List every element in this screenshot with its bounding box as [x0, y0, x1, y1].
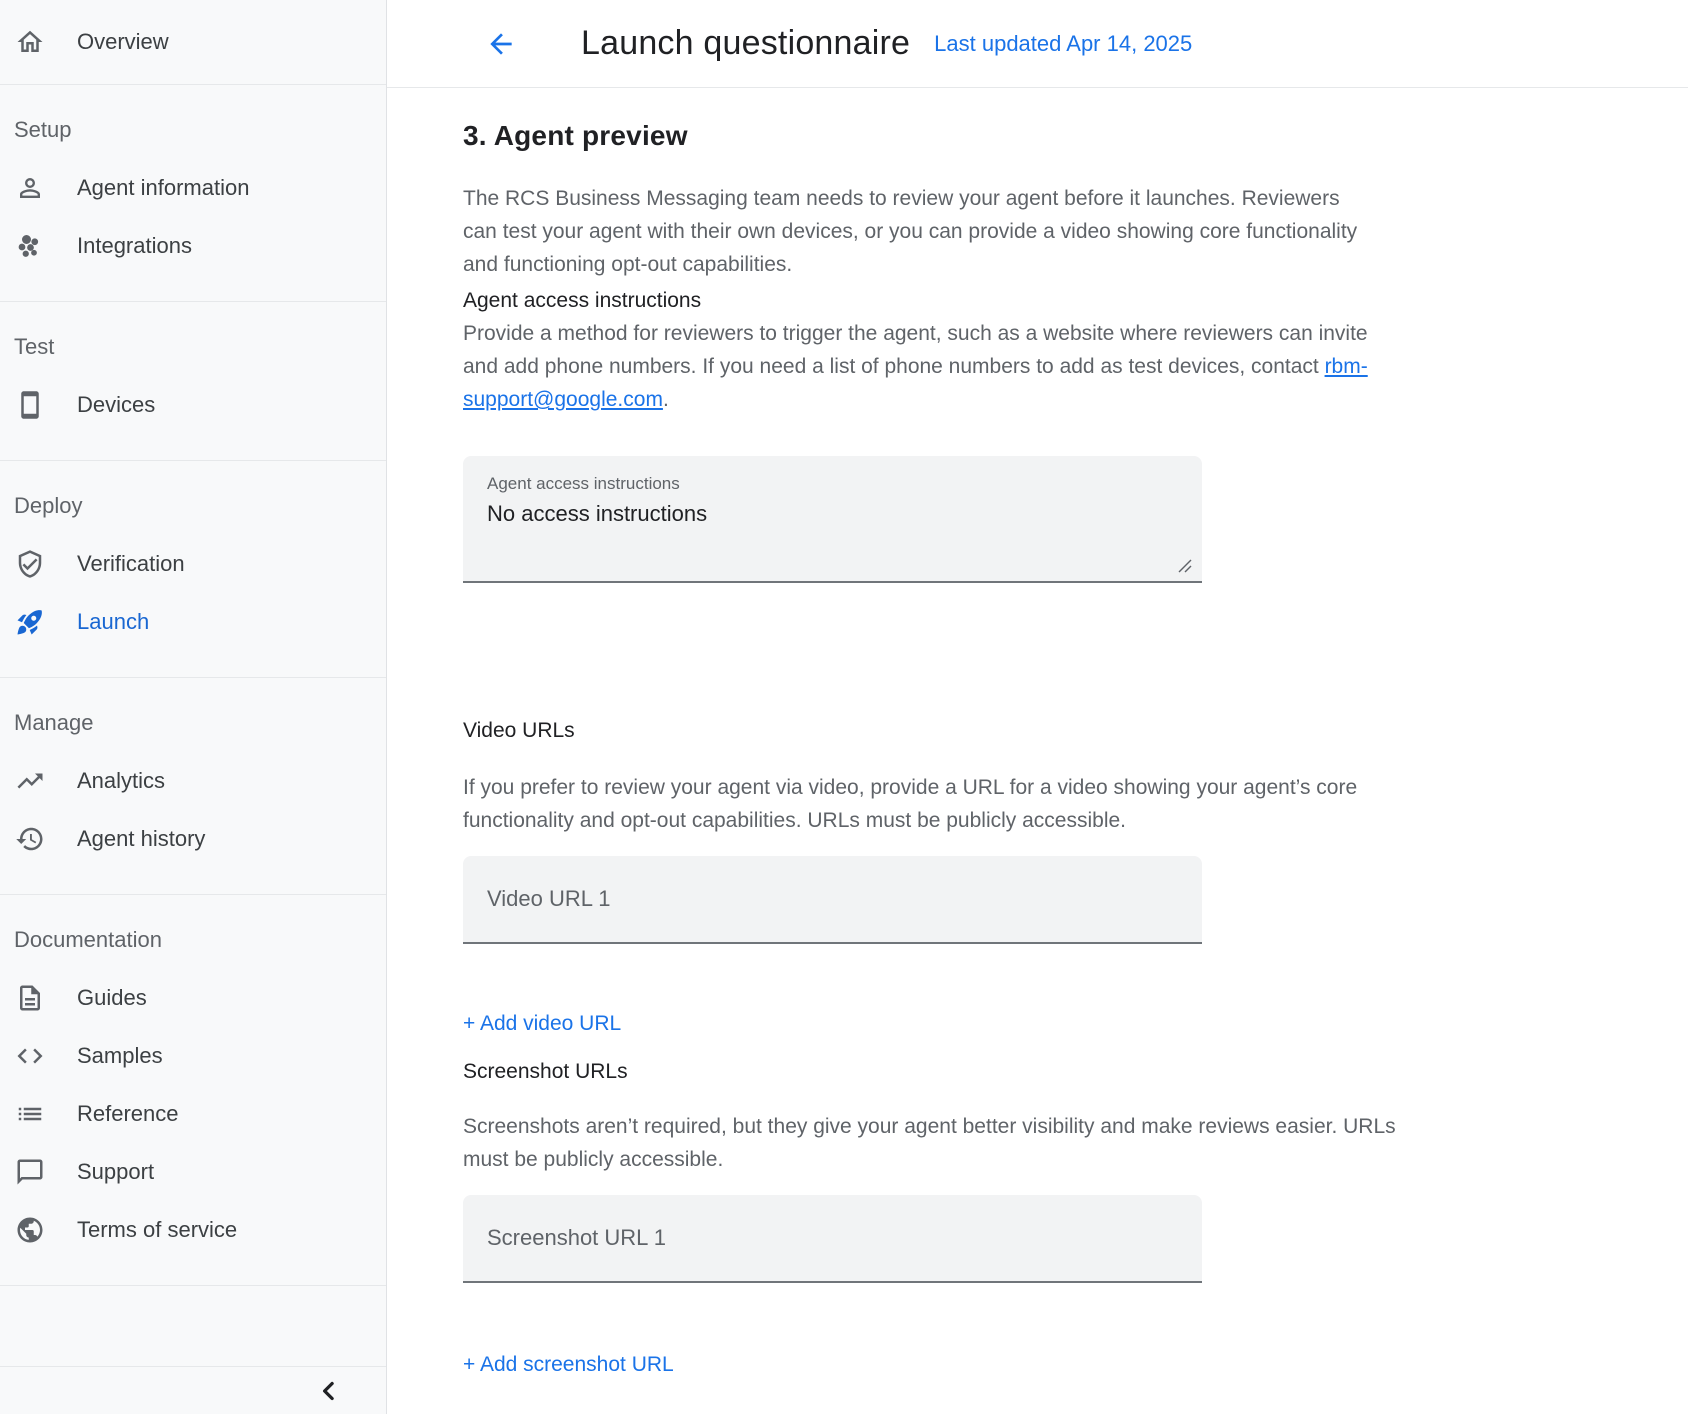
sidebar-item-overview[interactable] [0, 0, 386, 85]
sidebar-item-agent-history[interactable] [0, 810, 386, 868]
video-urls-heading: Video URLs [463, 719, 575, 742]
document-icon [15, 983, 45, 1013]
sidebar-item-label: Launch [77, 609, 150, 634]
agent-access-instructions-field[interactable] [463, 456, 1202, 583]
field-value: No access instructions [487, 501, 708, 526]
sidebar-section-test [0, 301, 386, 460]
sidebar-item-terms-of-service[interactable] [0, 1201, 386, 1259]
back-arrow-icon[interactable] [485, 28, 517, 60]
video-url-input[interactable] [463, 856, 1202, 944]
sidebar-item-agent-information[interactable] [0, 159, 386, 217]
smartphone-icon [15, 390, 45, 420]
sidebar-spacer [0, 1285, 386, 1366]
sidebar-section-documentation [0, 894, 386, 1285]
sidebar-item-label: Overview [77, 29, 169, 54]
sidebar-item-label: Agent history [77, 826, 206, 851]
sidebar-item-verification[interactable] [0, 535, 386, 593]
rocket-icon [15, 607, 45, 637]
support-email-link[interactable]: rbm-support@google.com [463, 355, 1368, 411]
resize-handle-icon[interactable] [1178, 559, 1192, 573]
page-content [387, 88, 1688, 1377]
last-updated-text: Last updated Apr 14, 2025 [934, 30, 1193, 56]
access-instructions-heading: Agent access instructions [463, 289, 702, 312]
code-icon [15, 1041, 45, 1071]
sidebar-section-header: Deploy [14, 493, 83, 518]
sidebar-item-support[interactable] [0, 1143, 386, 1201]
sidebar-item-label: Reference [77, 1101, 179, 1126]
sidebar-item-samples[interactable] [0, 1027, 386, 1085]
list-icon [15, 1099, 45, 1129]
sidebar-item-label: Terms of service [77, 1217, 238, 1242]
access-description-text: Provide a method for reviewers to trigger the agent, such as a website where reviewers can invite and add phone numbers. If you need a list of phone numbers to add as test devices, contact [463, 322, 1368, 378]
history-icon [15, 824, 45, 854]
screenshot-urls-description: Screenshots aren’t required, but they give your agent better visibility and make reviews easier. URLs must be publicly accessible. [463, 1115, 1396, 1171]
add-video-url-button[interactable]: + Add video URL [463, 1012, 622, 1035]
page-title: Launch questionnaire [581, 24, 911, 62]
intro-paragraph: The RCS Business Messaging team needs to review your agent before it launches. Reviewers can test your agent with their own devices, or you can provide a video showing core functionality and functioning opt-out capabilities. [463, 187, 1358, 276]
globe-icon [15, 1215, 45, 1245]
sidebar-section-deploy [0, 460, 386, 677]
sidebar-item-analytics[interactable] [0, 752, 386, 810]
access-description-period: . [662, 388, 669, 411]
sidebar [0, 0, 387, 1414]
sidebar-item-guides[interactable] [0, 969, 386, 1027]
home-icon [15, 27, 45, 57]
add-screenshot-url-button[interactable]: + Add screenshot URL [463, 1353, 674, 1376]
trending-up-icon [15, 766, 45, 796]
page-header [387, 0, 1688, 88]
chat-icon [15, 1157, 45, 1187]
screenshot-urls-heading: Screenshot URLs [463, 1060, 628, 1083]
sidebar-item-label: Verification [77, 551, 185, 576]
sidebar-item-label: Analytics [77, 768, 166, 793]
access-instructions-description [463, 317, 1368, 416]
sidebar-item-label: Samples [77, 1043, 163, 1068]
main-panel [387, 0, 1688, 1414]
sidebar-item-label: Support [77, 1159, 155, 1184]
sidebar-item-label: Devices [77, 392, 156, 417]
sidebar-section-setup [0, 85, 386, 301]
sidebar-section-header: Setup [14, 117, 72, 142]
sidebar-item-launch[interactable] [0, 593, 386, 651]
sidebar-footer [0, 1366, 386, 1414]
sidebar-item-label: Guides [77, 985, 147, 1010]
sidebar-section-header: Manage [14, 710, 94, 735]
shield-check-icon [15, 549, 45, 579]
sidebar-item-label: Agent information [77, 175, 250, 200]
sidebar-section-header: Test [14, 334, 55, 359]
sidebar-item-label: Integrations [77, 233, 192, 258]
field-floating-label: Agent access instructions [487, 474, 680, 493]
sidebar-section-header: Documentation [14, 927, 162, 952]
section-title: 3. Agent preview [463, 120, 688, 151]
sidebar-section-manage [0, 677, 386, 894]
sidebar-item-reference[interactable] [0, 1085, 386, 1143]
screenshot-url-input[interactable] [463, 1195, 1202, 1283]
video-urls-description: If you prefer to review your agent via video, provide a URL for a video showing your agent’s core functionality and opt-out capabilities. URLs must be publicly accessible. [463, 776, 1358, 832]
person-icon [15, 173, 45, 203]
sidebar-item-integrations[interactable] [0, 217, 386, 275]
integrations-icon [15, 231, 45, 261]
sidebar-item-devices[interactable] [0, 376, 386, 434]
chevron-left-icon[interactable] [314, 1376, 344, 1406]
